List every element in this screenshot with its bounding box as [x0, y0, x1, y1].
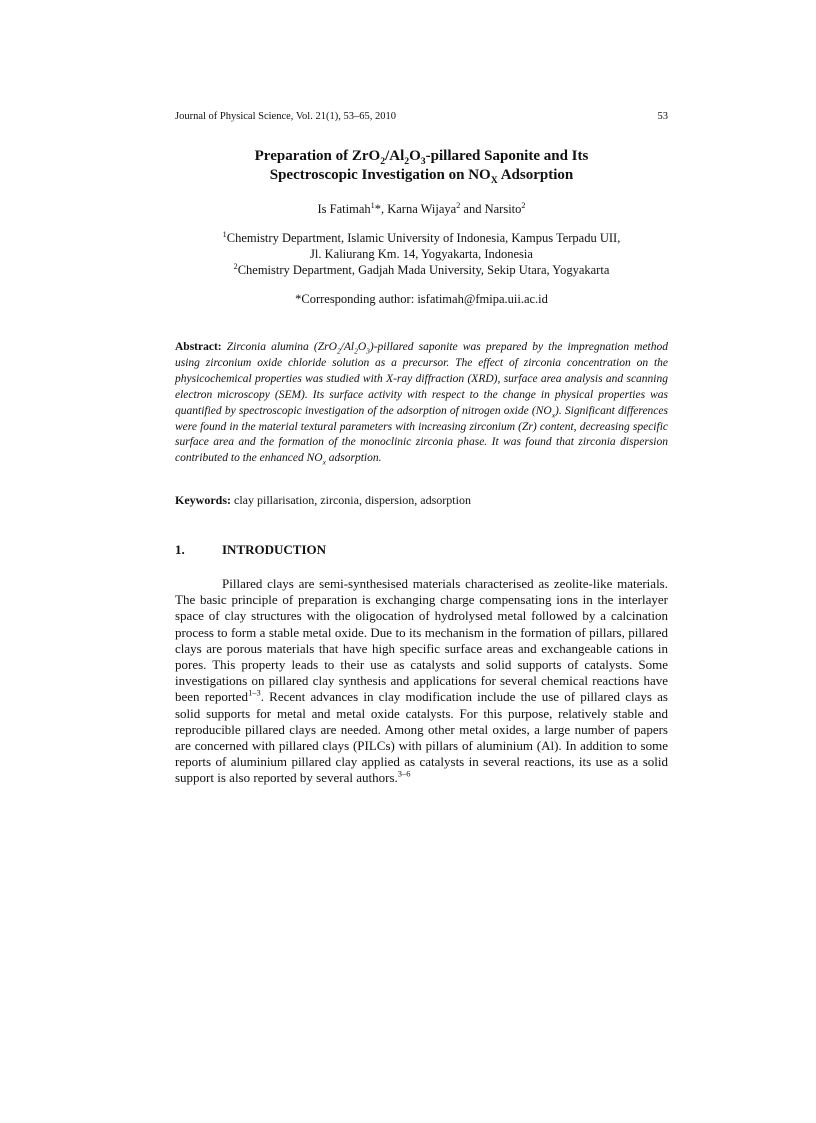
abstract-text: adsorption.: [325, 452, 382, 465]
affiliation-2: [175, 262, 668, 278]
keywords-label: Keywords:: [175, 493, 231, 507]
section-title: INTRODUCTION: [222, 542, 327, 557]
title-text: -pillared Saponite and Its: [425, 148, 589, 164]
abstract-body: [175, 341, 669, 467]
author-name: Narsito: [484, 202, 522, 216]
abstract-text: O: [357, 341, 367, 353]
affiliation-text: Jl. Kaliurang Km. 14, Yogyakarta, Indonesia: [310, 247, 533, 261]
author-name: Karna Wijaya: [387, 202, 457, 216]
affiliation-text: Chemistry Department, Gadjah Mada University, Sekip Utara, Yogyakarta: [237, 263, 610, 277]
title-subscript: 2: [380, 156, 386, 167]
abstract-subscript: x: [322, 457, 326, 467]
abstract: [175, 340, 668, 467]
page-number: 53: [657, 111, 668, 122]
abstract-subscript: 3: [366, 346, 370, 356]
keywords-text: clay pillarisation, zirconia, dispersion, adsorption: [231, 493, 471, 507]
journal-citation: Journal of Physical Science, Vol. 21(1), 53–65, 2010: [175, 111, 396, 122]
title-subscript: X: [490, 175, 498, 186]
author-separator: *,: [374, 202, 388, 216]
title-subscript: 3: [420, 156, 426, 167]
section-heading: [175, 542, 668, 558]
author-name: Is Fatimah: [317, 202, 371, 216]
title-text: Spectroscopic Investigation on NO: [269, 167, 491, 183]
running-header: [175, 111, 668, 122]
abstract-subscript: 2: [336, 346, 341, 356]
abstract-text: )-pillared saponite was prepared by the impregnation method using zirconium oxide chloride solution as a precursor. The effect of zirconia concentration on the physicochemical properties was studied with X-ray diffraction (XRD), surface area analysis and scanning electron microscopy (SEM). Its surface activity with respect to the change in physical properties was quantified by spectroscopic investigation of the adsorption of nitrogen oxide (NO: [175, 341, 669, 417]
affiliation-text: Chemistry Department, Islamic University of Indonesia, Kampus Terpadu UII,: [226, 231, 621, 245]
affiliation-marker: 2: [456, 200, 461, 210]
title-subscript: 2: [404, 156, 410, 167]
author-separator: and: [460, 202, 485, 216]
intro-paragraph: [175, 576, 668, 787]
affiliation-marker: 2: [521, 200, 526, 210]
affiliations: [175, 230, 668, 278]
abstract-subscript: 2: [354, 346, 358, 356]
title-text: Adsorption: [497, 167, 574, 183]
citation-ref: 1–3: [248, 688, 261, 699]
abstract-text: /Al: [340, 341, 355, 353]
author-list: [175, 202, 668, 217]
title-text: O: [409, 148, 421, 164]
affiliation-marker: 1: [370, 200, 375, 210]
affiliation-1: [175, 230, 668, 262]
keywords: [175, 493, 668, 508]
paper-title: [175, 147, 668, 185]
citation-ref: 3–6: [397, 769, 411, 780]
title-text: Preparation of ZrO: [254, 148, 381, 164]
abstract-label: Abstract:: [175, 341, 222, 353]
abstract-text: ). Significant differences were found in the material textural parameters with increasing zirconium (Zr) content, decreasing specific surface area and the formation of the monoclinic zirconia phase. It was found that zirconia dispersion contributed to the enhanced NO: [175, 404, 668, 465]
paragraph-text: . Recent advances in clay modification include the use of pillared clays as solid supports for metal and metal oxide catalysts. For this purpose, relatively stable and reproducible pillared clays are needed. Among other metal oxides, a large number of papers are concerned with pillared clays (PILCs) with pillars of aluminium (Al). In addition to some reports of aluminium pillared clay applied as catalysts in several reactions, its use as a solid support is also reported by several authors.: [175, 689, 668, 786]
section-number: 1.: [175, 542, 185, 557]
abstract-text: Zirconia alumina (ZrO: [221, 341, 337, 353]
affiliation-marker: 2: [233, 261, 238, 271]
paragraph-text: Pillared clays are semi-synthesised materials characterised as zeolite-like materials. The basic principle of preparation is exchanging charge compensating ions in the interlayer space of clay structures with the oligocation of hydrolysed metal followed by a calcination process to form a stable metal oxide. Due to its mechanism in the formation of pillars, pillared clays are porous materials that have high specific surface areas and exchangeable cations in pores. This property leads to their use as catalysts and solid supports of catalysts. Some investigations on pillared clay synthesis and applications for several chemical reactions have been reported: [175, 576, 668, 705]
abstract-subscript: x: [551, 409, 556, 419]
affiliation-marker: 1: [222, 229, 227, 239]
corresponding-author: *Corresponding author: isfatimah@fmipa.uii.ac.id: [295, 292, 548, 306]
title-text: /Al: [385, 148, 405, 164]
